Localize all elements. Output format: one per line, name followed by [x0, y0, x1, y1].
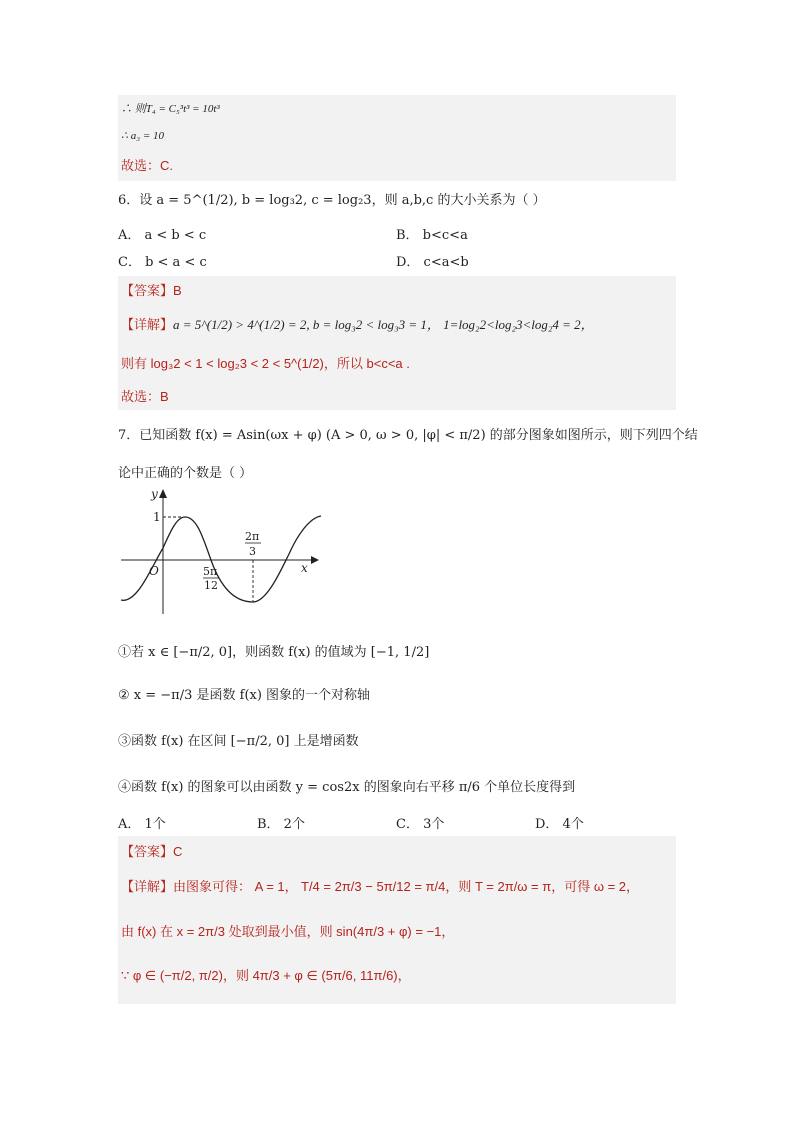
- statement-4: ④函数 f(x) 的图象可以由函数 y = cos2x 的图象向右平移 π/6 个单位长度得到: [118, 780, 576, 795]
- detail-line: [121, 314, 594, 333]
- statement-2: ② x = −π/3 是函数 f(x) 图象的一个对称轴: [118, 688, 371, 703]
- tick-label-denominator: 3: [249, 545, 256, 558]
- question-7-stem: 论中正确的个数是（ ）: [118, 466, 253, 481]
- detail-line: [121, 876, 639, 895]
- question-7-stem: 7．已知函数 f(x) = Asin(ωx + φ) (A > 0, ω > 0, |φ| < π/2) 的部分图象如图所示，则下列四个结: [118, 428, 698, 443]
- detail-tag: 【详解】: [121, 317, 174, 332]
- y-axis-label: y: [151, 487, 158, 501]
- option-b: B． b<c<a: [396, 228, 468, 243]
- answer-line: [121, 280, 182, 299]
- option-d: D． c<a<b: [396, 255, 469, 270]
- y-tick-label: 1: [153, 510, 161, 524]
- option-d: D． 4个: [535, 817, 584, 832]
- answer-value: B: [173, 283, 182, 298]
- x-axis-label: x: [301, 561, 308, 575]
- choice-line: 故选：C.: [121, 158, 174, 173]
- solution-block-q6: [118, 276, 676, 410]
- function-graph: [115, 486, 335, 616]
- option-b: B． 2个: [257, 817, 305, 832]
- question-6-stem: 6．设 a = 5^(1/2), b = log₃2, c = log₂3，则 a,b,c 的大小关系为（ ）: [118, 193, 546, 208]
- choice-line: 故选：B: [121, 389, 169, 404]
- option-a: A． 1个: [118, 817, 166, 832]
- x-axis-arrow: [311, 556, 319, 564]
- statement-1: ①若 x ∈ [−π/2, 0]，则函数 f(x) 的值域为 [−1, 1/2]: [118, 645, 430, 660]
- y-axis-arrow: [159, 489, 167, 498]
- sine-curve: [121, 516, 321, 602]
- option-c: C． b < a < c: [118, 255, 207, 270]
- option-a: A． a < b < c: [118, 228, 207, 243]
- tick-label-numerator: 2π: [245, 530, 260, 543]
- answer-tag: 【答案】: [121, 844, 174, 859]
- origin-label: O: [149, 564, 159, 578]
- solution-line: ∴ 则T₄ = C₅³t³ = 10t³: [121, 103, 220, 115]
- detail-line: 则有 log₃2 < 1 < log₂3 < 2 < 5^(1/2)，所以 b<c<a .: [121, 356, 410, 371]
- solution-line: ∴ a₃ = 10: [121, 130, 164, 142]
- detail-text: 由图象可得： A = 1， T/4 = 2π/3 − 5π/12 = π/4，则 T = 2π/ω = π，可得 ω = 2，: [173, 879, 640, 894]
- answer-tag: 【答案】: [121, 283, 174, 298]
- answer-line: [121, 841, 182, 860]
- option-c: C． 3个: [396, 817, 445, 832]
- detail-tag: 【详解】: [121, 879, 174, 894]
- tick-label-denominator: 12: [204, 579, 218, 592]
- detail-line: 由 f(x) 在 x = 2π/3 处取到最小值，则 sin(4π/3 + φ) = −1，: [121, 924, 455, 939]
- statement-3: ③函数 f(x) 在区间 [−π/2, 0] 上是增函数: [118, 734, 359, 749]
- answer-value: C: [173, 844, 183, 859]
- detail-text: a = 5^(1/2) > 4^(1/2) = 2, b = log₃2 < log₃3 = 1， 1=log₂2<log₂3<log₂4 = 2，: [173, 317, 594, 332]
- tick-label-numerator: 5π: [203, 565, 218, 578]
- detail-line: ∵ φ ∈ (−π/2, π/2)，则 4π/3 + φ ∈ (5π/6, 11π/6)，: [121, 968, 411, 983]
